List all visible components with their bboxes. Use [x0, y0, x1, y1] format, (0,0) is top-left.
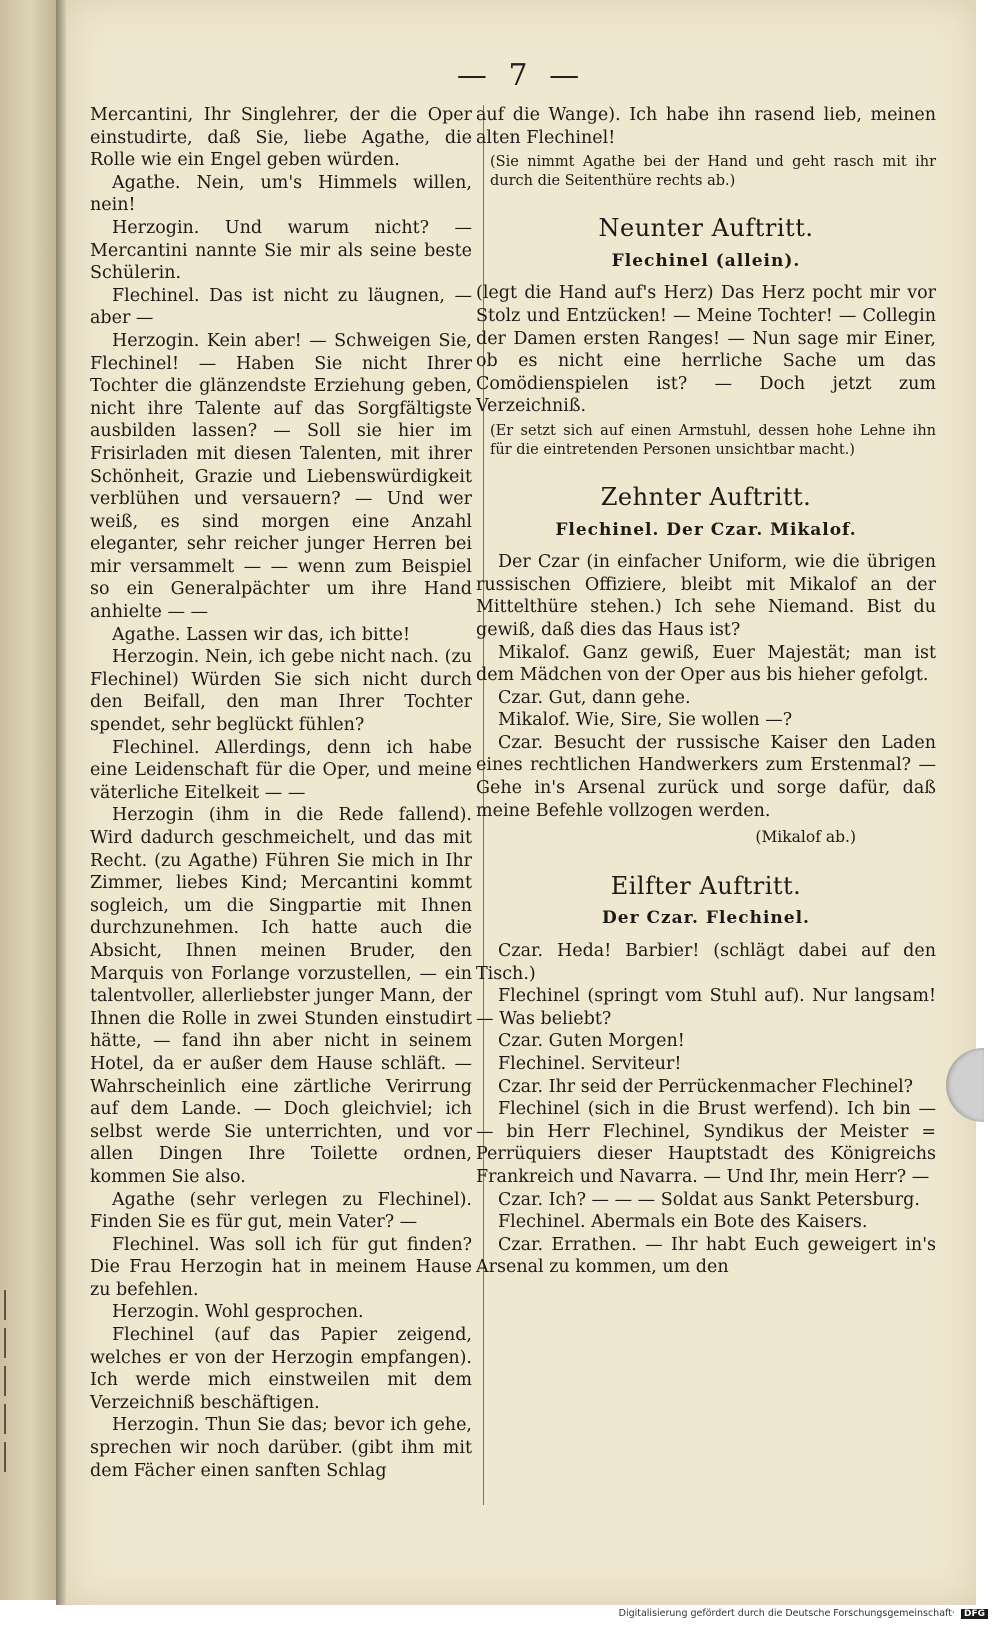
text-paragraph: Herzogin. Wohl gesprochen. — [112, 1302, 364, 1323]
scene-heading: Zehnter Auftritt. — [600, 482, 812, 511]
text-paragraph: Czar. Heda! Barbier! (schlägt dabei auf den Tisch.) — [476, 941, 936, 984]
text-paragraph: Mercantini, Ihr Singlehrer, der die Oper einstudirte, daß Sie, liebe Agathe, die Rolle wie ein Engel geben würden. — [90, 105, 472, 171]
text-paragraph: Agathe (sehr verlegen zu Flechinel). Finden Sie es für gut, mein Vater? — — [90, 1189, 472, 1233]
text-paragraph: Herzogin. Und warum nicht? — Mercantini nannte Sie mir als seine beste Schülerin. — [90, 217, 472, 284]
previous-page-marks — [4, 1290, 14, 1480]
text-paragraph: Czar. Gut, dann gehe. — [498, 687, 691, 708]
text-paragraph: Agathe. Nein, um's Himmels willen, nein! — [90, 172, 472, 216]
text-paragraph: Herzogin. Kein aber! — Schweigen Sie, Flechinel! — Haben Sie nicht Ihrer Tochter die glänzendste Erziehung geben, nicht ihre Talente auf das Sorgfältigste ausbilden lassen? — Soll sie hier im Frisirladen mit diesen Talenten, mit ihrer Schönheit, Grazie und Liebenswürdigkeit verblühen und versauern? — Und wer weiß, es sind morgen eine Anzahl eleganter, sehr reicher junger Herren bei mir versammelt — — wenn zum Beispiel so ein Generalpächter um ihre Hand anhielte — — — [90, 330, 472, 623]
scanned-page — [66, 0, 976, 1605]
text-paragraph: Flechinel (auf das Papier zeigend, welches er von der Herzogin empfangen). Ich werde mich einstweilen mit dem Verzeichniß beschäftigen. — [90, 1325, 472, 1413]
text-paragraph: Czar. Besucht der russische Kaiser den Laden eines rechtlichen Handwerkers zum Erstenmal? — Gehe in's Arsenal zurück und sorge dafür, daß meine Befehle vollzogen werden. — [476, 732, 936, 821]
text-paragraph: Mikalof. Ganz gewiß, Euer Majestät; man ist dem Mädchen von der Oper aus bis hieher gefolgt. — [476, 642, 936, 686]
page-turn-handle[interactable] — [946, 1048, 984, 1122]
text-paragraph: Flechinel (springt vom Stuhl auf). Nur langsam! — Was beliebt? — [476, 986, 936, 1029]
text-paragraph: Czar. Ich? — — — Soldat aus Sankt Petersburg. — [498, 1189, 920, 1210]
previous-page-edge — [0, 0, 57, 1600]
funding-text: Digitalisierung gefördert durch die Deutsche Forschungsgemeinschaft· — [618, 1608, 955, 1619]
text-paragraph: Czar. Errathen. — Ihr habt Euch geweigert in's Arsenal zu kommen, um den — [476, 1234, 936, 1278]
scene-heading: Neunter Auftritt. — [598, 214, 814, 243]
text-paragraph: Czar. Guten Morgen! — [498, 1031, 685, 1052]
left-column — [90, 104, 472, 1482]
text-paragraph: Flechinel (sich in die Brust werfend). Ich bin — — bin Herr Flechinel, Syndikus der Meister = Perrüquiers dieser Hauptstadt des Königreichs Frankreich und Navarra. — Und Ihr, mein Herr? — — [476, 1099, 936, 1187]
text-paragraph: Flechinel. Allerdings, denn ich habe eine Leidenschaft für die Oper, und meine väterliche Eitelkeit — — — [90, 737, 472, 803]
text-paragraph: auf die Wange). Ich habe ihn rasend lieb, meinen alten Flechinel! — [476, 105, 936, 148]
dfg-logo: DFG — [961, 1609, 988, 1619]
scene-heading: Eilfter Auftritt. — [610, 871, 802, 900]
text-paragraph: Der Czar (in einfacher Uniform, wie die übrigen russischen Offiziere, bleibt mit Mikalof an der Mittelthüre stehen.) Ich sehe Niemand. Bist du gewiß, daß dies das Haus ist? — [476, 552, 936, 640]
page-number: — 7 — — [456, 58, 586, 93]
text-paragraph: Czar. Ihr seid der Perrückenmacher Flechinel? — [498, 1076, 914, 1097]
text-paragraph: Herzogin (ihm in die Rede fallend). Wird dadurch geschmeichelt, und das mit Recht. (zu Agathe) Führen Sie mich in Ihr Zimmer, liebes Kind; Mercantini kommt sogleich, um die Singpartie mit Ihnen durchzunehmen. Ich hatte auch die Absicht, Ihnen meinen Bruder, den Marquis von Forlange vorzustellen, — ein talentvoller, allerliebster junger Mann, der Ihnen die Rolle in zwei Stunden einstudirt hätte, — fand ihn aber nicht in seinem Hotel, da er außer dem Hause schläft. — Wahrscheinlich eine zärtliche Verirrung auf dem Lande. — Doch gleichviel; ich selbst werde Sie unterrichten, und vor allen Dingen Ihre Toilette ordnen, kommen Sie also. — [90, 805, 472, 1187]
text-paragraph: Herzogin. Nein, ich gebe nicht nach. (zu Flechinel) Würden Sie sich nicht durch den Beifall, den man Ihrer Tochter spendet, sehr beglückt fühlen? — [90, 647, 472, 736]
text-paragraph: Herzogin. Thun Sie das; bevor ich gehe, sprechen wir noch darüber. (gibt ihm mit dem Fächer einen sanften Schlag — [90, 1415, 472, 1481]
scene-cast: Flechinel (allein). — [611, 250, 801, 271]
text-paragraph: Flechinel. Abermals ein Bote des Kaisers. — [498, 1212, 868, 1233]
text-paragraph: Agathe. Lassen wir das, ich bitte! — [112, 624, 410, 645]
text-paragraph: Mikalof. Wie, Sire, Sie wollen —? — [498, 710, 793, 731]
text-paragraph: Flechinel. Das ist nicht zu läugnen, — aber — — [90, 285, 472, 329]
scene-cast: Der Czar. Flechinel. — [602, 908, 810, 929]
text-paragraph: Flechinel. Serviteur! — [498, 1054, 682, 1074]
stage-direction: (Er setzt sich auf einen Armstuhl, dessen hohe Lehne ihn für die eintretenden Personen unsichtbar macht.) — [490, 422, 936, 458]
scene-cast: Flechinel. Der Czar. Mikalof. — [555, 519, 857, 540]
exit-direction: (Mikalof ab.) — [755, 828, 856, 847]
text-paragraph: Flechinel. Was soll ich für gut finden? Die Frau Herzogin hat in meinem Hause zu befehlen. — [90, 1234, 472, 1300]
stage-direction: (Sie nimmt Agathe bei der Hand und geht rasch mit ihr durch die Seitenthüre rechts ab.) — [490, 154, 936, 190]
right-column — [476, 104, 936, 1279]
text-paragraph: (legt die Hand auf's Herz) Das Herz pocht mir vor Stolz und Entzücken! — Meine Tochter! — Collegin der Damen ersten Ranges! — Nun sage mir Einer, ob es nicht eine herrliche Sache um das Comödienspielen ist? — Doch jetzt zum Verzeichniß. — [476, 283, 936, 417]
funding-footer — [0, 1608, 1000, 1628]
page-gutter — [56, 0, 66, 1605]
